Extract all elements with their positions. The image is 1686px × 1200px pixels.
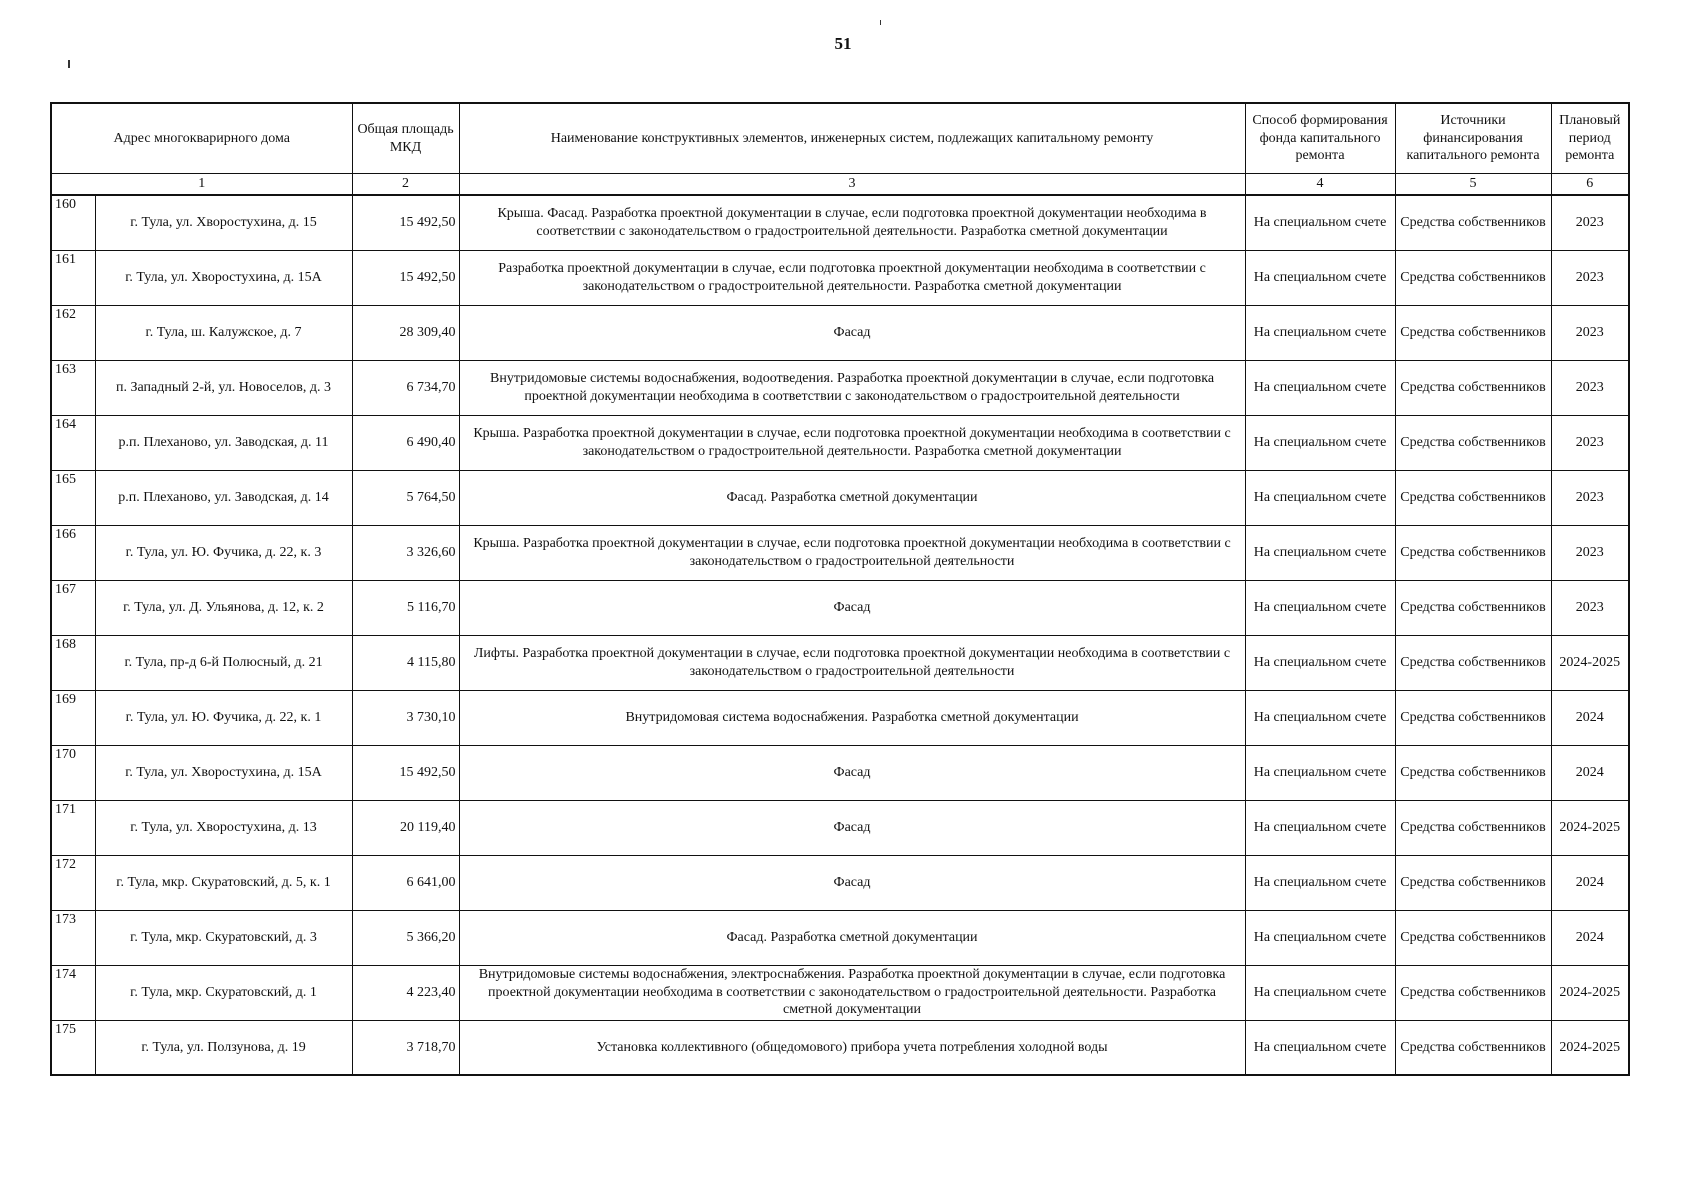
address-cell: г. Тула, мкр. Скуратовский, д. 1: [95, 965, 352, 1020]
row-number: 174: [51, 965, 95, 1020]
method-cell: На специальном счете: [1245, 250, 1395, 305]
period-cell: 2023: [1551, 525, 1629, 580]
works-cell: Фасад: [459, 580, 1245, 635]
works-cell: Фасад: [459, 305, 1245, 360]
header-period: Плановый период ремонта: [1551, 103, 1629, 174]
table-row: [51, 745, 1629, 800]
column-number-row: [51, 174, 1629, 196]
works-cell: Разработка проектной документации в случае, если подготовка проектной документации необходима в соответствии с законодательством о градостроительной деятельности. Разработка сметной документации: [459, 250, 1245, 305]
table-row: [51, 195, 1629, 250]
works-cell: Фасад: [459, 855, 1245, 910]
table-row: [51, 1020, 1629, 1075]
row-number: 165: [51, 470, 95, 525]
period-cell: 2024-2025: [1551, 635, 1629, 690]
area-cell: 5 116,70: [352, 580, 459, 635]
method-cell: На специальном счете: [1245, 855, 1395, 910]
source-cell: Средства собственников: [1395, 910, 1551, 965]
period-cell: 2024-2025: [1551, 965, 1629, 1020]
works-cell: Фасад. Разработка сметной документации: [459, 470, 1245, 525]
address-cell: г. Тула, ул. Ю. Фучика, д. 22, к. 1: [95, 690, 352, 745]
table-header-row: [51, 103, 1629, 174]
method-cell: На специальном счете: [1245, 360, 1395, 415]
source-cell: Средства собственников: [1395, 525, 1551, 580]
source-cell: Средства собственников: [1395, 690, 1551, 745]
address-cell: г. Тула, мкр. Скуратовский, д. 3: [95, 910, 352, 965]
column-number: 5: [1395, 174, 1551, 196]
area-cell: 15 492,50: [352, 250, 459, 305]
source-cell: Средства собственников: [1395, 1020, 1551, 1075]
table-row: [51, 635, 1629, 690]
table-row: [51, 690, 1629, 745]
address-cell: г. Тула, пр-д 6-й Полюсный, д. 21: [95, 635, 352, 690]
works-cell: Внутридомовая система водоснабжения. Разработка сметной документации: [459, 690, 1245, 745]
period-cell: 2023: [1551, 470, 1629, 525]
area-cell: 3 718,70: [352, 1020, 459, 1075]
period-cell: 2024-2025: [1551, 800, 1629, 855]
address-cell: г. Тула, ул. Хворостухина, д. 15: [95, 195, 352, 250]
row-number: 167: [51, 580, 95, 635]
column-number: 6: [1551, 174, 1629, 196]
address-cell: г. Тула, мкр. Скуратовский, д. 5, к. 1: [95, 855, 352, 910]
period-cell: 2024: [1551, 910, 1629, 965]
address-cell: р.п. Плеханово, ул. Заводская, д. 14: [95, 470, 352, 525]
method-cell: На специальном счете: [1245, 470, 1395, 525]
address-cell: г. Тула, ул. Д. Ульянова, д. 12, к. 2: [95, 580, 352, 635]
works-cell: Внутридомовые системы водоснабжения, электроснабжения. Разработка проектной документации в случае, если подготовка проектной документации необходима в соответствии с законодательством о градостроительной деятельности. Разработка сметной документации: [459, 965, 1245, 1020]
method-cell: На специальном счете: [1245, 800, 1395, 855]
source-cell: Средства собственников: [1395, 855, 1551, 910]
column-number: 1: [51, 174, 352, 196]
row-number: 162: [51, 305, 95, 360]
period-cell: 2023: [1551, 305, 1629, 360]
area-cell: 20 119,40: [352, 800, 459, 855]
method-cell: На специальном счете: [1245, 525, 1395, 580]
source-cell: Средства собственников: [1395, 305, 1551, 360]
area-cell: 4 115,80: [352, 635, 459, 690]
method-cell: На специальном счете: [1245, 580, 1395, 635]
works-cell: Крыша. Фасад. Разработка проектной документации в случае, если подготовка проектной документации необходима в соответствии с законодательством о градостроительной деятельности. Разработка сметной документации: [459, 195, 1245, 250]
period-cell: 2023: [1551, 195, 1629, 250]
table-body: [51, 195, 1629, 1075]
period-cell: 2024: [1551, 855, 1629, 910]
address-cell: г. Тула, ул. Ползунова, д. 19: [95, 1020, 352, 1075]
column-number: 4: [1245, 174, 1395, 196]
works-cell: Установка коллективного (общедомового) прибора учета потребления холодной воды: [459, 1020, 1245, 1075]
address-cell: п. Западный 2-й, ул. Новоселов, д. 3: [95, 360, 352, 415]
table-row: [51, 965, 1629, 1020]
method-cell: На специальном счете: [1245, 305, 1395, 360]
row-number: 166: [51, 525, 95, 580]
method-cell: На специальном счете: [1245, 1020, 1395, 1075]
works-cell: Внутридомовые системы водоснабжения, водоотведения. Разработка проектной документации в случае, если подготовка проектной документации необходима в соответствии с законодательством о градостроительной деятельности: [459, 360, 1245, 415]
scan-speck: [68, 60, 70, 68]
address-cell: г. Тула, ул. Хворостухина, д. 13: [95, 800, 352, 855]
table-row: [51, 800, 1629, 855]
address-cell: г. Тула, ул. Ю. Фучика, д. 22, к. 3: [95, 525, 352, 580]
method-cell: На специальном счете: [1245, 965, 1395, 1020]
column-number: 2: [352, 174, 459, 196]
table-row: [51, 470, 1629, 525]
header-area: Общая площадь МКД: [352, 103, 459, 174]
header-address: Адрес многокварирного дома: [51, 103, 352, 174]
period-cell: 2024-2025: [1551, 1020, 1629, 1075]
period-cell: 2023: [1551, 580, 1629, 635]
area-cell: 3 730,10: [352, 690, 459, 745]
method-cell: На специальном счете: [1245, 690, 1395, 745]
period-cell: 2023: [1551, 415, 1629, 470]
source-cell: Средства собственников: [1395, 195, 1551, 250]
source-cell: Средства собственников: [1395, 580, 1551, 635]
period-cell: 2024: [1551, 745, 1629, 800]
area-cell: 15 492,50: [352, 195, 459, 250]
table-row: [51, 360, 1629, 415]
source-cell: Средства собственников: [1395, 415, 1551, 470]
table-row: [51, 525, 1629, 580]
row-number: 164: [51, 415, 95, 470]
source-cell: Средства собственников: [1395, 360, 1551, 415]
area-cell: 6 734,70: [352, 360, 459, 415]
source-cell: Средства собственников: [1395, 635, 1551, 690]
row-number: 171: [51, 800, 95, 855]
row-number: 170: [51, 745, 95, 800]
area-cell: 5 366,20: [352, 910, 459, 965]
table-row: [51, 415, 1629, 470]
source-cell: Средства собственников: [1395, 470, 1551, 525]
works-cell: Фасад: [459, 745, 1245, 800]
table-row: [51, 250, 1629, 305]
source-cell: Средства собственников: [1395, 800, 1551, 855]
table-row: [51, 305, 1629, 360]
area-cell: 5 764,50: [352, 470, 459, 525]
row-number: 168: [51, 635, 95, 690]
address-cell: г. Тула, ш. Калужское, д. 7: [95, 305, 352, 360]
source-cell: Средства собственников: [1395, 965, 1551, 1020]
area-cell: 4 223,40: [352, 965, 459, 1020]
header-works: Наименование конструктивных элементов, инженерных систем, подлежащих капитальному ремонту: [459, 103, 1245, 174]
row-number: 163: [51, 360, 95, 415]
works-cell: Лифты. Разработка проектной документации в случае, если подготовка проектной документации необходима в соответствии с законодательством о градостроительной деятельности: [459, 635, 1245, 690]
works-cell: Фасад. Разработка сметной документации: [459, 910, 1245, 965]
method-cell: На специальном счете: [1245, 195, 1395, 250]
area-cell: 28 309,40: [352, 305, 459, 360]
period-cell: 2023: [1551, 360, 1629, 415]
method-cell: На специальном счете: [1245, 745, 1395, 800]
area-cell: 3 326,60: [352, 525, 459, 580]
table-row: [51, 910, 1629, 965]
address-cell: р.п. Плеханово, ул. Заводская, д. 11: [95, 415, 352, 470]
period-cell: 2023: [1551, 250, 1629, 305]
works-cell: Крыша. Разработка проектной документации в случае, если подготовка проектной документации необходима в соответствии с законодательством о градостроительной деятельности. Разработка сметной документации: [459, 415, 1245, 470]
header-method: Способ формирования фонда капитального ремонта: [1245, 103, 1395, 174]
table-row: [51, 580, 1629, 635]
page-number: 51: [834, 34, 852, 53]
scan-speck: [880, 20, 881, 25]
method-cell: На специальном счете: [1245, 635, 1395, 690]
period-cell: 2024: [1551, 690, 1629, 745]
header-source: Источники финансирования капитального ремонта: [1395, 103, 1551, 174]
row-number: 161: [51, 250, 95, 305]
address-cell: г. Тула, ул. Хворостухина, д. 15А: [95, 250, 352, 305]
works-cell: Фасад: [459, 800, 1245, 855]
source-cell: Средства собственников: [1395, 250, 1551, 305]
method-cell: На специальном счете: [1245, 415, 1395, 470]
row-number: 175: [51, 1020, 95, 1075]
works-cell: Крыша. Разработка проектной документации в случае, если подготовка проектной документации необходима в соответствии с законодательством о градостроительной деятельности: [459, 525, 1245, 580]
row-number: 172: [51, 855, 95, 910]
area-cell: 6 490,40: [352, 415, 459, 470]
address-cell: г. Тула, ул. Хворостухина, д. 15А: [95, 745, 352, 800]
row-number: 160: [51, 195, 95, 250]
source-cell: Средства собственников: [1395, 745, 1551, 800]
area-cell: 6 641,00: [352, 855, 459, 910]
area-cell: 15 492,50: [352, 745, 459, 800]
method-cell: На специальном счете: [1245, 910, 1395, 965]
row-number: 169: [51, 690, 95, 745]
capital-repair-table: [50, 102, 1630, 1076]
row-number: 173: [51, 910, 95, 965]
table-row: [51, 855, 1629, 910]
column-number: 3: [459, 174, 1245, 196]
